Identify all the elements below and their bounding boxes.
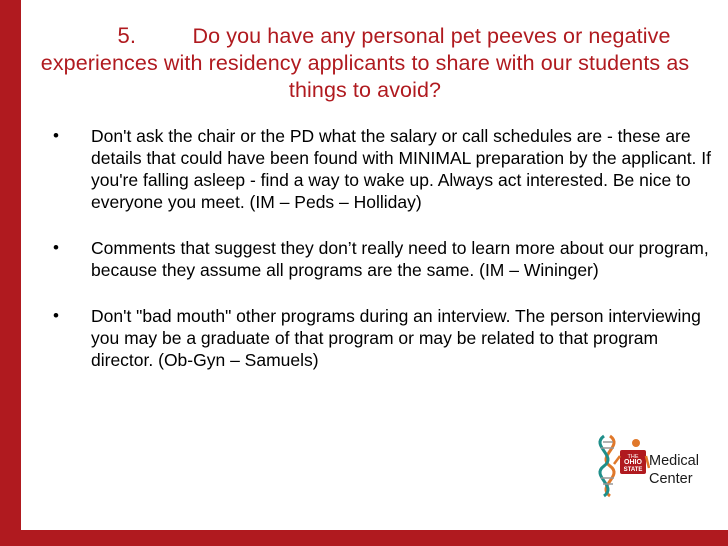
slide-title [21, 22, 709, 104]
bullet-item [53, 237, 725, 281]
svg-text:THE: THE [627, 454, 639, 460]
bullet-dot-icon: • [53, 126, 59, 145]
svg-text:OHIO: OHIO [624, 459, 642, 466]
bullet-list [53, 125, 725, 395]
logo-line-medical: Medical [649, 453, 699, 469]
osu-medical-center-logo [590, 434, 722, 498]
bullet-text: Comments that suggest they don’t really need to learn more about our program, because they assume all programs are the same. (IM – Wininger) [91, 238, 709, 280]
bullet-item [53, 125, 725, 213]
slide [21, 0, 728, 530]
bullet-text: Don't ask the chair or the PD what the salary or call schedules are - these are details that could have been found with MINIMAL preparation by the applicant. If you're falling asleep - find a way to wake up. Always act interested. Be nice to everyone you meet. (IM – Peds – Holliday) [91, 126, 712, 212]
bullet-text: Don't "bad mouth" other programs during an interview. The person interviewing you may be a graduate of that program or may be related to that program director. (Ob-Gyn – Samuels) [91, 306, 701, 370]
title-number: 5. [117, 23, 137, 48]
logo-text [649, 452, 699, 488]
svg-text:STATE: STATE [623, 467, 643, 473]
bullet-item [53, 305, 725, 371]
title-text: Do you have any personal pet peeves or negative experiences with residency applicants to share with our students as things to avoid? [40, 24, 690, 102]
bullet-dot-icon: • [53, 238, 59, 257]
dna-helix-icon [590, 434, 650, 498]
bullet-dot-icon: • [53, 306, 59, 325]
logo-line-center: Center [649, 471, 693, 487]
